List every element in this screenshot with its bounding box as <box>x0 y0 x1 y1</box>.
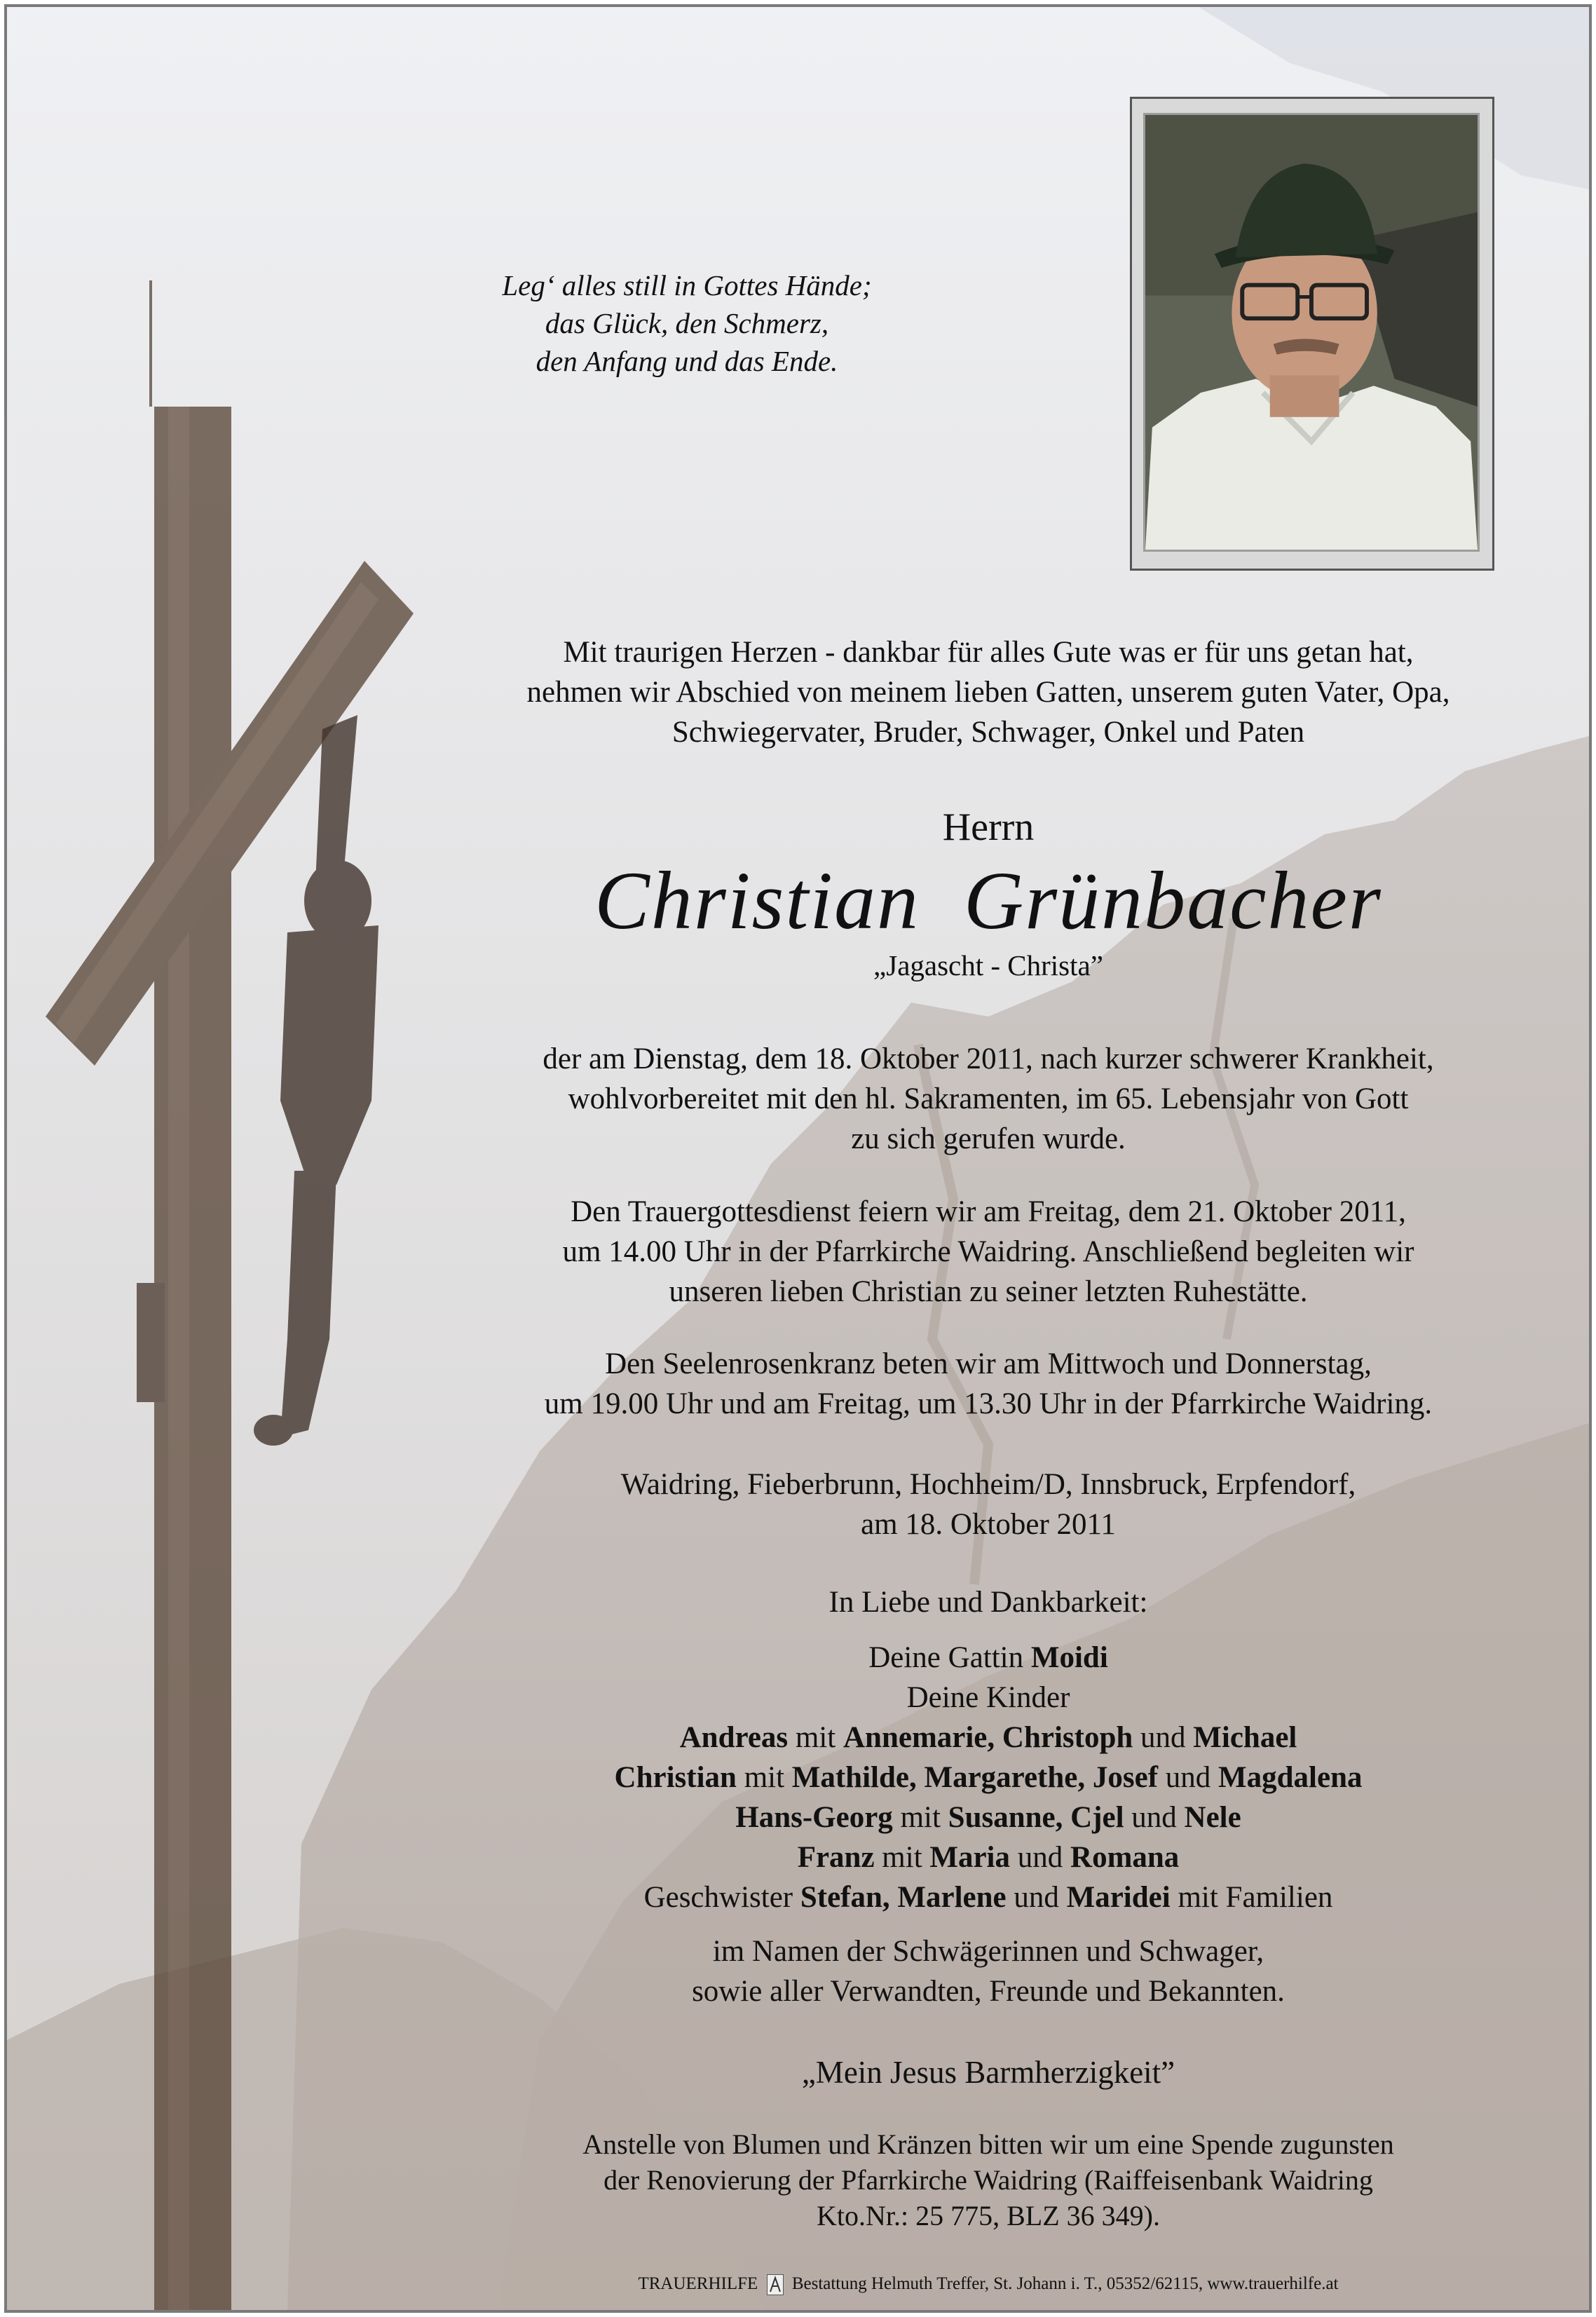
donation-line: der Renovierung der Pfarrkirche Waidring (Raiffeisenbank Waidring <box>603 2164 1373 2196</box>
family-member-name: Maria <box>929 1841 1011 1874</box>
children-label: Deine Kinder <box>906 1681 1070 1714</box>
family-connector: mit <box>892 1801 948 1834</box>
family-line <box>400 1877 1577 1917</box>
rosary-notice <box>400 1344 1577 1424</box>
intro-text <box>400 632 1577 752</box>
family-connector: und <box>1133 1721 1194 1754</box>
on-behalf-line: im Namen der Schwägerinnen und Schwager, <box>712 1935 1264 1968</box>
family-member-name: Romana <box>1070 1841 1180 1874</box>
family-member-name: Mathilde, Margarethe, Josef <box>791 1761 1159 1794</box>
death-notice-line: der am Dienstag, dem 18. Oktober 2011, nach kurzer schwerer Krankheit, <box>543 1042 1434 1075</box>
date-line: am 18. Oktober 2011 <box>861 1508 1116 1541</box>
funeral-service-notice <box>400 1192 1577 1312</box>
rosary-line: um 19.00 Uhr und am Freitag, um 13.30 Uhr in der Pfarrkirche Waidring. <box>544 1387 1433 1420</box>
family-connector: und <box>1006 1881 1067 1914</box>
family-member-name: Andreas <box>679 1721 789 1754</box>
places-and-date <box>400 1465 1577 1544</box>
footer-brand: TRAUERHILFE <box>638 2274 758 2293</box>
family-member-name: Franz <box>797 1841 875 1874</box>
family-member-name: Maridei <box>1066 1881 1171 1914</box>
intro-line: Schwiegervater, Bruder, Schwager, Onkel und Paten <box>671 716 1305 749</box>
family-connector: mit <box>736 1761 792 1794</box>
family-line <box>400 1718 1577 1758</box>
deceased-name: Christian Grünbacher <box>594 855 1382 946</box>
funeral-service-line: Den Trauergottesdienst feiern wir am Freitag, dem 21. Oktober 2011, <box>571 1195 1406 1228</box>
portrait-photo <box>1143 113 1480 552</box>
family-line <box>400 1758 1577 1798</box>
family-connector: mit Familien <box>1170 1881 1333 1914</box>
portrait-frame <box>1130 97 1494 571</box>
family-connector: und <box>1158 1761 1219 1794</box>
family-member-name: Magdalena <box>1218 1761 1363 1794</box>
on-behalf-line: sowie aller Verwandten, Freunde und Bekannten. <box>692 1975 1285 2008</box>
family-member-name: Hans-Georg <box>735 1801 893 1834</box>
family-connector: und <box>1124 1801 1185 1834</box>
obituary-card <box>4 4 1592 2313</box>
salutation: Herrn <box>942 806 1035 849</box>
family-connector: Geschwister <box>643 1881 800 1914</box>
family-member-name: Annemarie, Christoph <box>843 1721 1133 1754</box>
nickname: „Jagascht - Christa” <box>873 949 1103 981</box>
family-connector: mit <box>874 1841 930 1874</box>
death-notice-line: zu sich gerufen wurde. <box>851 1122 1126 1155</box>
intro-line: nehmen wir Abschied von meinem lieben Gatten, unserem guten Vater, Opa, <box>526 676 1450 709</box>
family-connector: mit <box>788 1721 843 1754</box>
rosary-line: Den Seelenrosenkranz beten wir am Mittwoch und Donnerstag, <box>605 1347 1372 1380</box>
in-love-heading: In Liebe und Dankbarkeit: <box>828 1586 1148 1619</box>
donation-line: Anstelle von Blumen und Kränzen bitten wir um eine Spende zugunsten <box>582 2128 1394 2160</box>
motto-line: den Anfang und das Ende. <box>536 345 838 377</box>
family-lines <box>400 1718 1577 1917</box>
footer-text: Bestattung Helmuth Treffer, St. Johann i. T., 05352/62115, www.trauerhilfe.at <box>791 2274 1339 2293</box>
motto-line: das Glück, den Schmerz, <box>545 307 829 339</box>
places-line: Waidring, Fieberbrunn, Hochheim/D, Innsbruck, Erpfendorf, <box>620 1468 1356 1501</box>
mourners-list <box>400 1638 1577 1917</box>
death-notice-line: wohlvorbereitet mit den hl. Sakramenten, im 65. Lebensjahr von Gott <box>568 1082 1409 1115</box>
portrait-image <box>1145 115 1478 550</box>
footer-imprint <box>400 2273 1577 2295</box>
motto-line: Leg‘ alles still in Gottes Hände; <box>502 269 872 301</box>
family-member-name: Nele <box>1184 1801 1241 1834</box>
family-member-name: Christian <box>614 1761 737 1794</box>
family-member-name: Susanne, Cjel <box>948 1801 1124 1834</box>
donation-line: Kto.Nr.: 25 775, BLZ 36 349). <box>817 2200 1160 2231</box>
family-member-name: Stefan, Marlene <box>800 1881 1007 1914</box>
wife-name: Moidi <box>1030 1641 1108 1674</box>
family-line <box>400 1798 1577 1837</box>
motto-verse <box>400 266 974 380</box>
death-notice <box>400 1039 1577 1159</box>
funeral-service-line: unseren lieben Christian zu seiner letzten Ruhestätte. <box>669 1275 1308 1308</box>
family-connector: und <box>1010 1841 1071 1874</box>
wife-line <box>400 1638 1577 1678</box>
closing-prayer: „Mein Jesus Barmherzigkeit” <box>801 2055 1175 2090</box>
on-behalf-text <box>400 1931 1577 2011</box>
family-member-name: Michael <box>1193 1721 1297 1754</box>
funeral-service-line: um 14.00 Uhr in der Pfarrkirche Waidring. Anschließend begleiten wir <box>562 1235 1414 1268</box>
family-line <box>400 1837 1577 1877</box>
trauerhilfe-logo-icon <box>767 2274 784 2295</box>
donation-request <box>400 2126 1577 2234</box>
wife-prefix: Deine Gattin <box>868 1641 1031 1674</box>
intro-line: Mit traurigen Herzen - dankbar für alles Gute was er für uns getan hat, <box>563 636 1414 669</box>
